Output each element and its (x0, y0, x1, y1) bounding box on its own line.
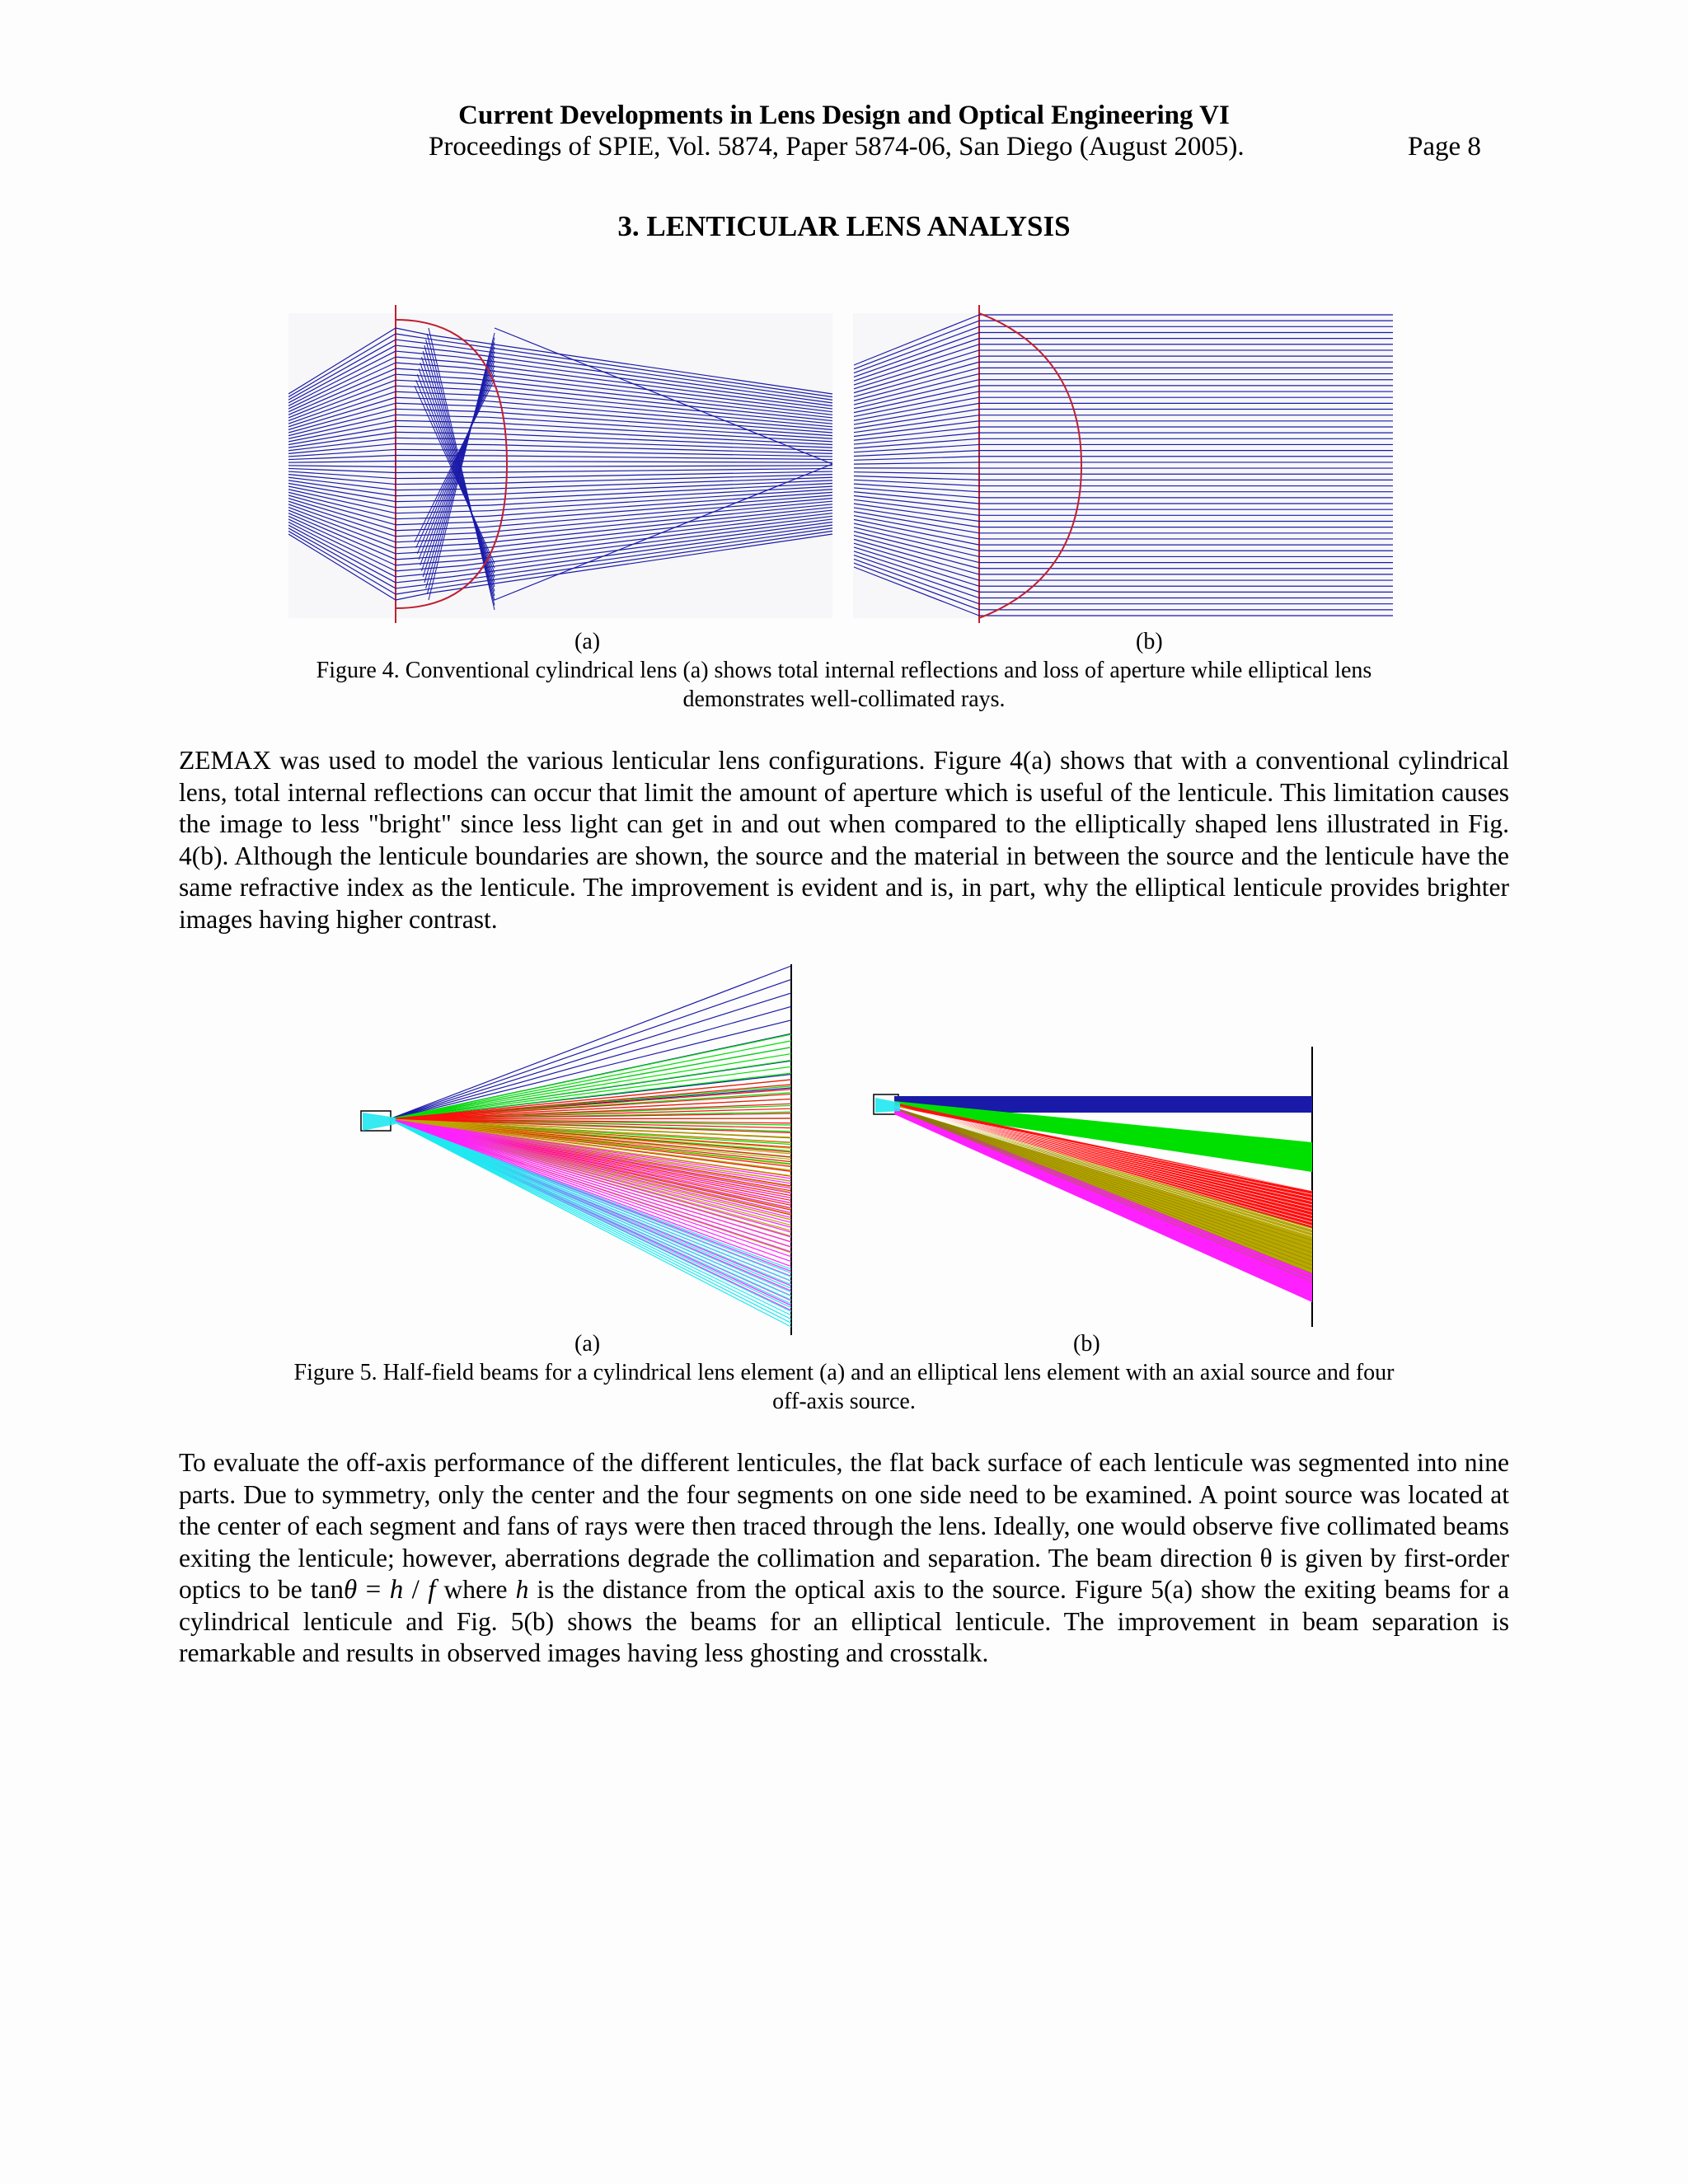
figure-5-caption: Figure 5. Half-field beams for a cylindrical lens element (a) and an elliptical lens element with an axial source and four off-axis source. (293, 1360, 1395, 1414)
header-subtitle: Proceedings of SPIE, Vol. 5874, Paper 5874-06, San Diego (August 2005). (429, 132, 1245, 162)
figure-5a-cylindrical-beams (361, 964, 791, 1335)
paragraph-2-text-end: is the distance from the optical axis to the source. Figure 5(a) show the exiting beams for a cylindrical lenticule and Fig. 5(b) shows the beams for an elliptical lenticule. The improvement in beam separation is remarkable and results in observed images having less ghosting and crosstalk. (179, 1575, 1510, 1667)
figure-5b-label: (b) (1073, 1331, 1100, 1357)
header-title: Current Developments in Lens Design and Optical Engineering VI (458, 101, 1230, 130)
symbol-h: h (515, 1575, 529, 1604)
figure-5b-elliptical-beams (874, 1047, 1312, 1327)
section-title: 3. LENTICULAR LENS ANALYSIS (617, 210, 1071, 242)
figure-4-caption: Figure 4. Conventional cylindrical lens (a) shows total internal reflections and loss of aperture while elliptical lens demonstrates well-collimated rays. (316, 658, 1372, 712)
page-number: Page 8 (1408, 132, 1481, 162)
paragraph-1: ZEMAX was used to model the various lenticular lens configurations. Figure 4(a) shows that with a conventional cylindrical lens, total internal reflections can occur that limit the amount of aperture which is useful of the lenticule. This limitation causes the image to less "bright" since less light can get in and out when compared to the elliptically shaped lens illustrated in Fig. 4(b). Although the lenticule boundaries are shown, the source and the material in between the source and the lenticule have the same refractive index as the lenticule. The improvement is evident and is, in part, why the elliptical lenticule provides brighter images having higher contrast. (179, 746, 1509, 934)
figure-4b-elliptical-lens-trace (853, 305, 1393, 623)
figure-5-diagram (346, 956, 1335, 1335)
paragraph-2 (179, 1447, 1509, 1670)
beam-direction-formula: tanθ = h / f (310, 1575, 436, 1605)
figure-4a-cylindrical-lens-trace (288, 305, 832, 623)
figure-4a-label: (a) (574, 629, 601, 654)
figure-4-diagram (288, 303, 1401, 626)
figure-4b-label: (b) (1136, 629, 1163, 654)
paragraph-2-text-start: To evaluate the off-axis performance of the different lenticules, the flat back surface of each lenticule was segmented into nine parts. Due to symmetry, only the center and the four segments on one side need to be examined. A point source was located at the center of each segment and fans of rays were then traced through the lens. Ideally, one would observe five collimated beams exiting the lenticule; however, aberrations degrade the collimation and separation. The beam direction θ is given by first-order optics to be (179, 1448, 1509, 1604)
figure-5a-label: (a) (574, 1331, 601, 1357)
paragraph-2-where: where (443, 1575, 508, 1604)
